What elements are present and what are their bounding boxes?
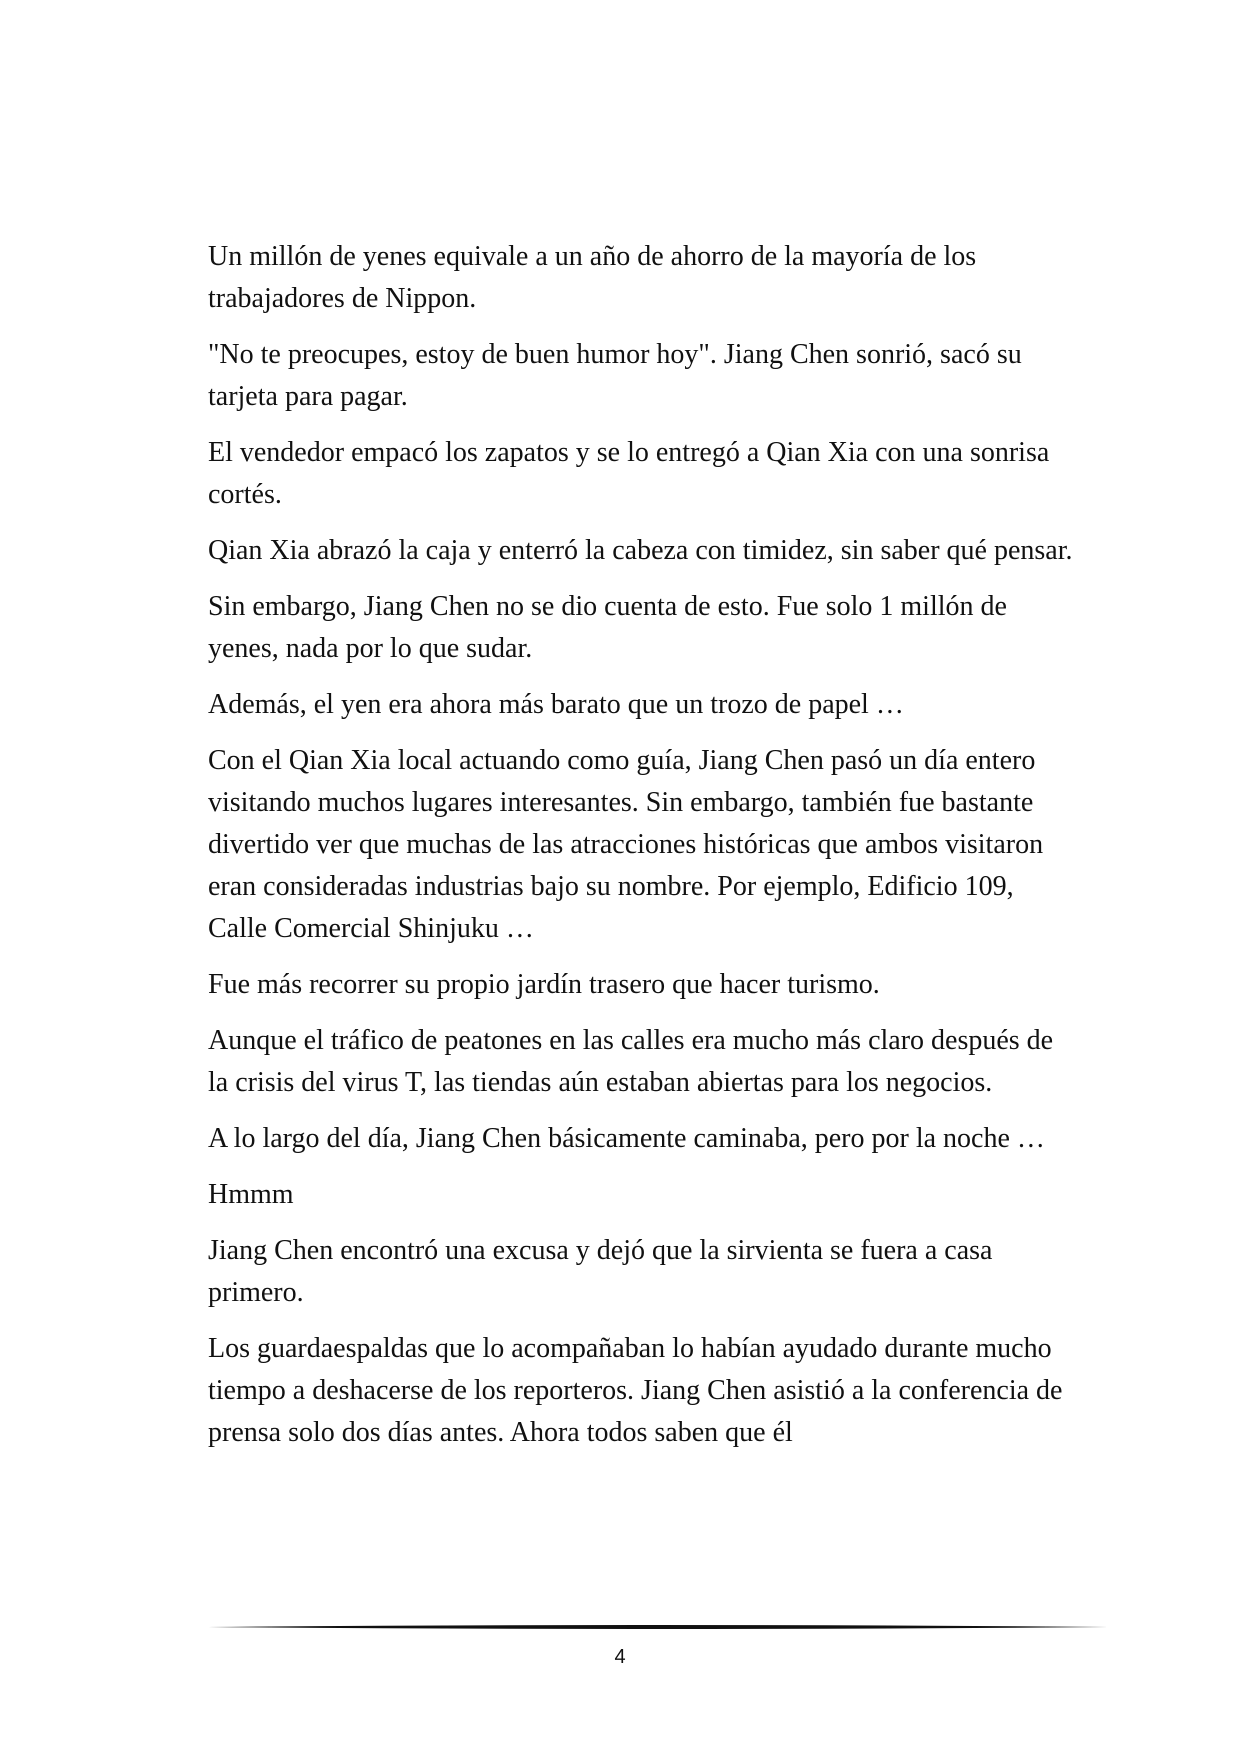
footer-divider <box>208 1622 1108 1632</box>
body-text <box>208 236 1078 1468</box>
paragraph-10: A lo largo del día, Jiang Chen básicamente caminaba, pero por la noche … <box>208 1123 1045 1154</box>
paragraph-3: El vendedor empacó los zapatos y se lo entregó a Qian Xia con una sonrisa cortés. <box>208 437 1050 510</box>
paragraph-2: "No te preocupes, estoy de buen humor hoy". Jiang Chen sonrió, sacó su tarjeta para pagar. <box>208 339 1022 412</box>
paragraph-11: Hmmm <box>208 1179 294 1210</box>
paragraph-8: Fue más recorrer su propio jardín trasero que hacer turismo. <box>208 969 880 1000</box>
paragraph-7: Con el Qian Xia local actuando como guía, Jiang Chen pasó un día entero visitando muchos lugares interesantes. Sin embargo, también fue bastante divertido ver que muchas de las atracciones históricas que ambos visitaron eran consideradas industrias bajo su nombre. Por ejemplo, Edificio 109, Calle Comercial Shinjuku … <box>208 745 1044 944</box>
paragraph-12: Jiang Chen encontró una excusa y dejó que la sirvienta se fuera a casa primero. <box>208 1235 993 1308</box>
page-number: 4 <box>614 1646 626 1668</box>
paragraph-6: Además, el yen era ahora más barato que un trozo de papel … <box>208 689 904 720</box>
paragraph-9: Aunque el tráfico de peatones en las calles era mucho más claro después de la crisis del virus T, las tiendas aún estaban abiertas para los negocios. <box>208 1025 1054 1098</box>
paragraph-4: Qian Xia abrazó la caja y enterró la cabeza con timidez, sin saber qué pensar. <box>208 535 1073 566</box>
paragraph-5: Sin embargo, Jiang Chen no se dio cuenta de esto. Fue solo 1 millón de yenes, nada por lo que sudar. <box>208 591 1007 664</box>
paragraph-1: Un millón de yenes equivale a un año de ahorro de la mayoría de los trabajadores de Nippon. <box>208 241 977 314</box>
paragraph-13: Los guardaespaldas que lo acompañaban lo habían ayudado durante mucho tiempo a deshacerse de los reporteros. Jiang Chen asistió a la conferencia de prensa solo dos días antes. Ahora todos saben que él <box>208 1333 1063 1448</box>
